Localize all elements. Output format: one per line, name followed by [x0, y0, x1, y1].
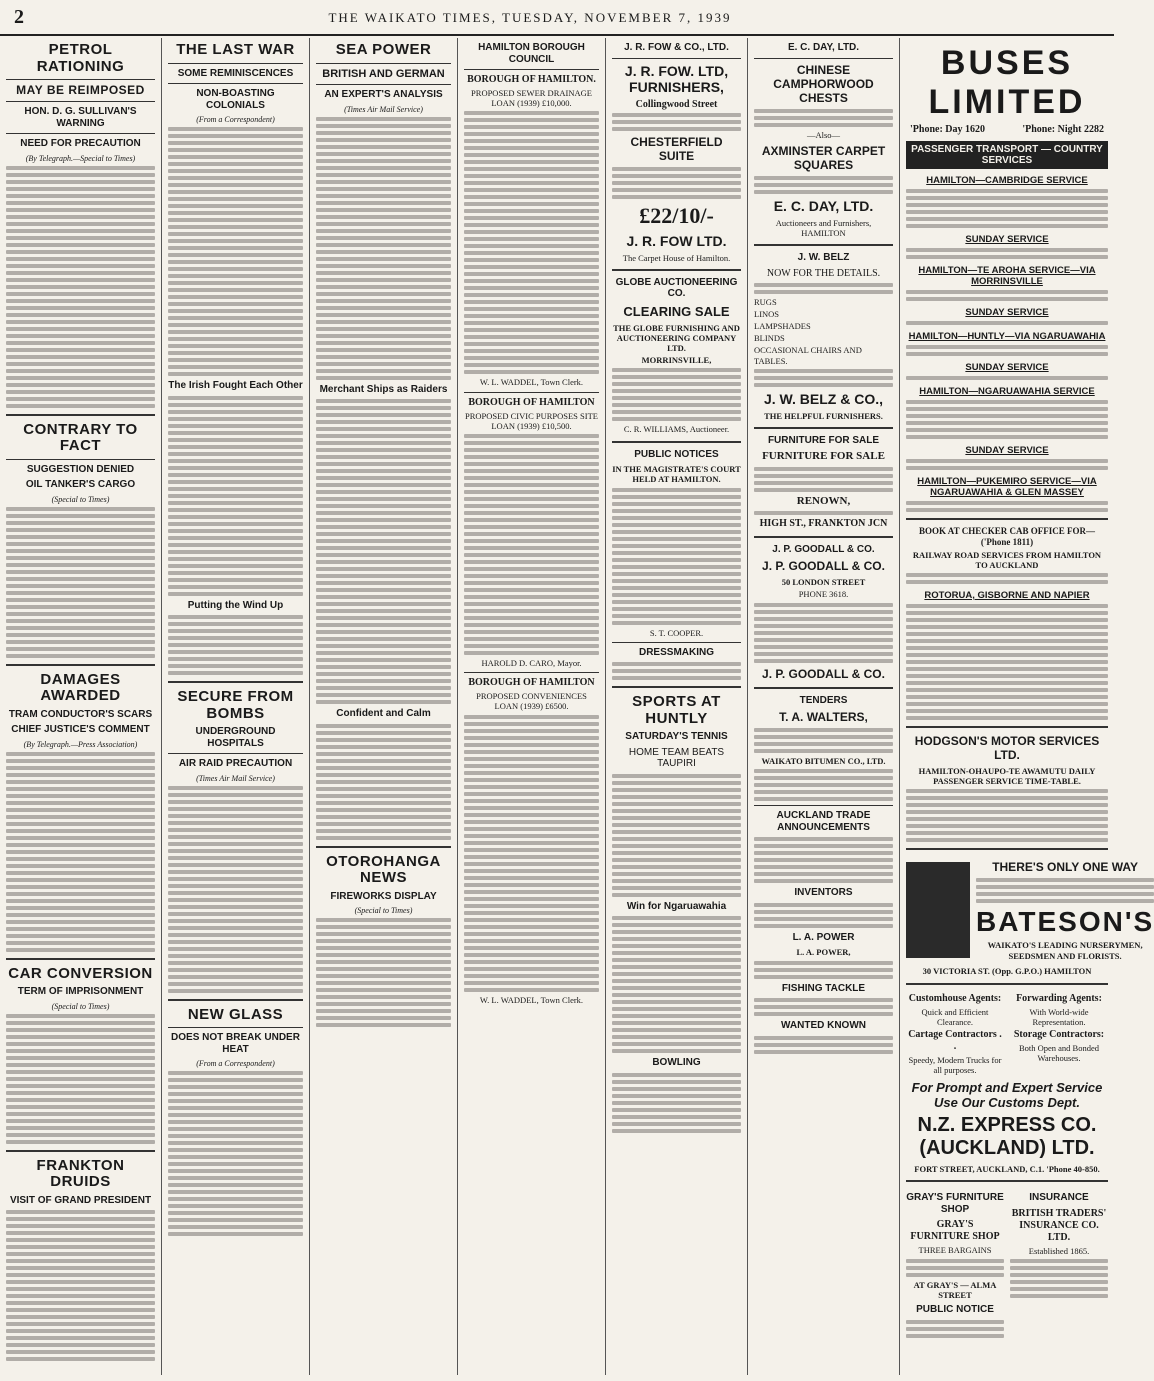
ad-fow-title: J. R. FOW. LTD, FURNISHERS, [624, 62, 729, 95]
subhead-grand-president: VISIT OF GRAND PRESIDENT [9, 1194, 152, 1206]
ad-bateson-block [906, 856, 1154, 964]
notice-subtitle: PROPOSED SEWER DRAINAGE LOAN (1939) £10,000. [471, 88, 592, 109]
section-head-globe: GLOBE AUCTIONEERING CO. [615, 276, 738, 300]
express-trucks: Speedy, Modern Trucks for all purposes. [908, 1054, 1002, 1076]
ad-nz-express-name: N.Z. EXPRESS CO. (AUCKLAND) LTD. [917, 1114, 1097, 1160]
ad-buses-title: BUSES LIMITED [928, 44, 1086, 121]
column-5 [606, 38, 748, 1375]
ad-goodall-address: 50 LONDON STREET [781, 577, 866, 588]
subhead-saturdays-tennis: SATURDAY'S TENNIS [625, 731, 728, 743]
ad-buses-phones [906, 124, 1108, 135]
ad-camphorwood-chests: CHINESE CAMPHORWOOD CHESTS [773, 62, 874, 105]
byline: (By Telegraph.—Special to Times) [25, 153, 136, 163]
section-head-dressmaking: DRESSMAKING [638, 646, 714, 658]
express-customhouse: Customhouse Agents: [908, 992, 1002, 1004]
section-head-furniture-for-sale: FURNITURE FOR SALE [767, 434, 880, 446]
column-1 [0, 38, 162, 1375]
ad-ec-day-tagline: Auctioneers and Furnishers, HAMILTON [775, 217, 872, 238]
article-body [316, 399, 451, 704]
article-body [316, 117, 451, 380]
ad-grays-name: GRAY'S FURNITURE SHOP [910, 1219, 1000, 1243]
byline: (From a Correspondent) [196, 1059, 275, 1068]
section-head-wanted-known: WANTED KNOWN [781, 1020, 866, 1031]
ad-la-power: L. A. POWER, [796, 947, 851, 958]
section-head-fishing-tackle: FISHING TACKLE [781, 982, 866, 994]
notice-magistrates-court: IN THE MAGISTRATE'S COURT HELD AT HAMILTON. [612, 464, 741, 485]
ad-fow-name: J. R. FOW LTD. [626, 232, 727, 249]
notice-body [464, 715, 599, 992]
byline: (Times Air Mail Service) [196, 773, 275, 783]
subhead-does-not-break: DOES NOT BREAK UNDER HEAT [171, 1032, 300, 1055]
article-body [6, 1014, 155, 1144]
headline-sports-at-huntly: SPORTS AT HUNTLY [632, 693, 721, 727]
band-checker-cab: BOOK AT CHECKER CAB OFFICE FOR— ('Phone 1811) [919, 526, 1095, 547]
byline: (Special to Times) [51, 494, 110, 504]
service-ngaruawahia: HAMILTON—NGARUAWAHIA SERVICE [919, 386, 1095, 397]
notice-signature: S. T. COOPER. [649, 627, 704, 638]
headline-secure-from-bombs: SECURE FROM BOMBS [177, 688, 294, 722]
notice-subtitle: PROPOSED CIVIC PURPOSES SITE LOAN (1939) £10,500. [465, 410, 598, 431]
ad-globe-place: MORRINSVILLE, [641, 355, 712, 366]
garden-fresh-illustration [906, 862, 970, 958]
subhead-experts-analysis: AN EXPERT'S ANALYSIS [324, 89, 443, 101]
section-head-public-notice: PUBLIC NOTICE [916, 1304, 994, 1316]
service-cambridge: HAMILTON—CAMBRIDGE SERVICE [926, 175, 1088, 186]
service-rotorua: ROTORUA, GISBORNE AND NAPIER [924, 589, 1090, 601]
ad-nz-express-services [906, 991, 1108, 1078]
subhead-need-for-precaution: NEED FOR PRECAUTION [20, 138, 141, 150]
headline-sea-power: SEA POWER [335, 41, 432, 58]
ad-belz-item: LAMPSHADES [754, 320, 811, 331]
column-3 [310, 38, 458, 1375]
ad-british-traders-est: Established 1865. [1028, 1245, 1090, 1256]
section-head-goodall: J. P. GOODALL & CO. [772, 543, 875, 555]
ad-belz-item: RUGS [754, 296, 777, 307]
byline: (By Telegraph.—Press Association) [23, 739, 138, 749]
ad-walters: T. A. WALTERS, [779, 710, 868, 725]
ad-furniture-title: FURNITURE FOR SALE [762, 450, 885, 463]
notice-sewer-loan [464, 74, 599, 388]
subhead-bowling: BOWLING [652, 1057, 701, 1069]
page-number: 2 [14, 6, 24, 28]
ad-fow-street: Collingwood Street [635, 98, 718, 110]
ad-waikato-bitumen: WAIKATO BITUMEN CO., LTD. [761, 756, 886, 767]
notice-conveniences-loan [464, 677, 599, 1005]
headline-damages-awarded: DAMAGES AWARDED [40, 670, 121, 705]
notice-body [464, 111, 599, 374]
service-pukemiro: HAMILTON—PUKEMIRO SERVICE—VIA NGARUAWAHIA & GLEN MASSEY [917, 476, 1097, 498]
section-head-tenders: TENDERS [799, 694, 848, 706]
service-ngaruawahia-sunday: SUNDAY SERVICE [965, 445, 1049, 456]
article-body [6, 507, 155, 658]
article-body [168, 615, 303, 675]
subhead-air-raid-precaution: AIR RAID PRECAUTION [178, 758, 293, 769]
subhead-term-of-imprisonment: TERM OF IMPRISONMENT [17, 986, 144, 998]
ad-goodall-phone: PHONE 3618. [798, 589, 849, 600]
section-head-public-notices: PUBLIC NOTICES [634, 448, 719, 460]
headline-petrol-rationing: PETROL RATIONING [36, 41, 125, 75]
ad-belz-item: OCCASIONAL CHAIRS AND TABLES. [754, 345, 862, 366]
ad-high-st: HIGH ST., FRANKTON JCN [759, 517, 888, 529]
ad-grays-bargains: THREE BARGAINS [918, 1245, 992, 1256]
ad-globe-firm: THE GLOBE FURNISHING AND AUCTIONEERING COMPANY LTD. [613, 322, 740, 354]
ad-only-one-way: THERE'S ONLY ONE WAY [992, 860, 1138, 875]
headline-frankton-druids: FRANKTON DRUIDS [36, 1156, 125, 1191]
express-representation: With World-wide Representation. [1029, 1006, 1089, 1027]
headline-the-last-war: THE LAST WAR [176, 41, 295, 58]
ad-grays-address: AT GRAY'S — ALMA STREET [913, 1279, 997, 1300]
section-head-auckland-trade: AUCKLAND TRADE ANNOUNCEMENTS [776, 810, 871, 833]
subhead-putting-wind-up: Putting the Wind Up [187, 599, 284, 611]
ad-clearing-sale: CLEARING SALE [623, 303, 730, 319]
subhead-non-boasting-colonials: NON-BOASTING COLONIALS [196, 88, 275, 111]
ad-british-traders: BRITISH TRADERS' INSURANCE CO. LTD. [1011, 1207, 1107, 1243]
subhead-british-and-german: BRITISH AND GERMAN [322, 67, 445, 80]
section-head-belz: J. W. BELZ [797, 252, 850, 264]
subhead-irish-fought: The Irish Fought Each Other [168, 380, 303, 391]
phone-night: 'Phone: Night 2282 [1022, 124, 1104, 135]
byline: (Special to Times) [51, 1001, 110, 1011]
subhead-oil-tankers-cargo: OIL TANKER'S CARGO [25, 479, 136, 491]
ad-bateson-address: 30 VICTORIA ST. (Opp. G.P.O.) HAMILTON [922, 966, 1092, 977]
article-body [168, 1071, 303, 1236]
ad-goodall-name-2: J. P. GOODALL & CO. [762, 666, 885, 681]
notice-signature: W. L. WADDEL, Town Clerk. [479, 994, 584, 1005]
bottom-ads [906, 1188, 1108, 1340]
byline: (From a Correspondent) [196, 115, 275, 124]
section-head-insurance: INSURANCE [1029, 1192, 1089, 1204]
subhead-home-team: HOME TEAM BEATS TAUPIRI [628, 746, 725, 770]
article-body [168, 396, 303, 596]
subhead-sullivan-warning: HON. D. G. SULLIVAN'S WARNING [24, 106, 137, 129]
column-4 [458, 38, 606, 1375]
subhead-fireworks-display: FIREWORKS DISPLAY [330, 890, 437, 902]
ad-hodgson: HODGSON'S MOTOR SERVICES LTD. [914, 733, 1100, 762]
notice-body [464, 434, 599, 655]
column-2 [162, 38, 310, 1375]
ad-belz-details: NOW FOR THE DETAILS. [766, 267, 881, 279]
express-clearance: Quick and Efficient Clearance. [921, 1006, 989, 1027]
ad-bateson-sub: WAIKATO'S LEADING NURSERYMEN, SEEDSMEN AND FLORISTS. [987, 940, 1143, 961]
article-body [6, 1210, 155, 1361]
band-passenger-transport: PASSENGER TRANSPORT — COUNTRY SERVICES [906, 141, 1108, 169]
notice-title: BOROUGH OF HAMILTON. [467, 74, 596, 85]
article-body [6, 752, 155, 952]
service-huntly-sunday: SUNDAY SERVICE [965, 362, 1049, 373]
subhead-may-be-reimposed: MAY BE REIMPOSED [16, 83, 145, 97]
ad-nz-express-address: FORT STREET, AUCKLAND, C.1. 'Phone 40-850. [914, 1164, 1100, 1175]
ad-fow-price: £22/10/- [639, 202, 714, 228]
ad-belz-tagline: THE HELPFUL FURNISHERS. [764, 410, 883, 421]
byline: (Times Air Mail Service) [344, 104, 423, 114]
article-body [316, 724, 451, 840]
section-head-inventors: INVENTORS [794, 887, 853, 899]
express-warehouses: Both Open and Bonded Warehouses. [1018, 1042, 1100, 1064]
ad-belz-name: J. W. BELZ & CO., [763, 390, 883, 407]
ad-renown: RENOWN, [796, 494, 851, 507]
subhead-merchant-ships: Merchant Ships as Raiders [319, 383, 448, 395]
article-body [6, 166, 155, 408]
express-forwarding: Forwarding Agents: [1016, 992, 1102, 1004]
service-te-aroha: HAMILTON—TE AROHA SERVICE—VIA MORRINSVILLE [918, 265, 1096, 287]
article-body [168, 127, 303, 376]
subhead-chief-justice: CHIEF JUSTICE'S COMMENT [11, 724, 150, 736]
article-body [168, 786, 303, 993]
masthead [0, 0, 1114, 36]
running-head: THE WAIKATO TIMES, TUESDAY, NOVEMBER 7, 1939 [328, 10, 732, 25]
ad-hodgson-sub: HAMILTON-OHAUPO-TE AWAMUTU DAILY PASSENGER SERVICE TIME-TABLE. [918, 765, 1096, 787]
ad-globe-signature: C. R. WILLIAMS, Auctioneer. [623, 424, 730, 435]
headline-otorohanga-news: OTOROHANGA NEWS [326, 852, 441, 887]
ad-belz-item: BLINDS [754, 333, 785, 344]
headline-car-conversion: CAR CONVERSION [8, 964, 153, 982]
band-railway-road: RAILWAY ROAD SERVICES FROM HAMILTON TO AUCKLAND [912, 549, 1102, 570]
subhead-underground-hospitals: UNDERGROUND HOSPITALS [195, 726, 276, 749]
byline: (Special to Times) [354, 906, 413, 916]
section-head-ec-day: E. C. DAY, LTD. [787, 42, 860, 53]
ad-fow-chesterfield: CHESTERFIELD SUITE [630, 134, 723, 163]
notice-signature: W. L. WADDEL, Town Clerk. [479, 377, 584, 388]
ad-ec-day-name: E. C. DAY, LTD. [773, 197, 874, 214]
subhead-suggestion-denied: SUGGESTION DENIED [26, 463, 135, 475]
ad-fow-tagline: The Carpet House of Hamilton. [622, 252, 731, 263]
column-7 [900, 38, 1154, 1375]
service-te-aroha-sunday: SUNDAY SERVICE [965, 307, 1049, 318]
headline-contrary-to-fact: CONTRARY TO FACT [23, 420, 138, 455]
subhead-confident-and-calm: Confident and Calm [336, 708, 431, 720]
notice-civic-site-loan [464, 397, 599, 669]
notice-subtitle: PROPOSED CONVENIENCES LOAN (1939) £6500. [476, 691, 587, 712]
notice-title: BOROUGH OF HAMILTON [468, 396, 595, 408]
article-body [316, 918, 451, 1027]
subhead-some-reminiscences: SOME REMINISCENCES [177, 67, 294, 79]
express-cartage: Cartage Contractors . . [908, 1028, 1002, 1052]
section-head-grays: GRAY'S FURNITURE SHOP [906, 1192, 1004, 1215]
service-cambridge-sunday: SUNDAY SERVICE [965, 234, 1049, 245]
service-huntly: HAMILTON—HUNTLY—VIA NGARUAWAHIA [908, 331, 1106, 342]
express-storage: Storage Contractors: [1013, 1028, 1105, 1040]
ad-also: —Also— [806, 129, 841, 140]
section-head-fow: J. R. FOW & CO., LTD. [624, 42, 729, 53]
notice-signature: HAROLD D. CARO, Mayor. [481, 657, 582, 668]
ad-goodall-name: J. P. GOODALL & CO. [762, 559, 885, 574]
ad-bateson-name: BATESON'S [976, 906, 1154, 938]
section-head-hamilton-borough-council: HAMILTON BOROUGH COUNCIL [478, 42, 585, 65]
subhead-ngaruawahia-win: Win for Ngaruawahia [626, 900, 727, 912]
headline-new-glass: NEW GLASS [187, 1005, 284, 1023]
subhead-tram-conductor: TRAM CONDUCTOR'S SCARS [8, 708, 153, 720]
ad-belz-item: LINOS [754, 308, 780, 319]
section-head-la-power: L. A. POWER [792, 931, 855, 943]
notice-title: BOROUGH OF HAMILTON [468, 677, 595, 689]
ad-axminster: AXMINSTER CARPET SQUARES [761, 143, 886, 172]
phone-day: 'Phone: Day 1620 [910, 124, 985, 135]
express-slogan: For Prompt and Expert Service Use Our Customs Dept. [911, 1080, 1103, 1111]
column-6 [748, 38, 900, 1375]
